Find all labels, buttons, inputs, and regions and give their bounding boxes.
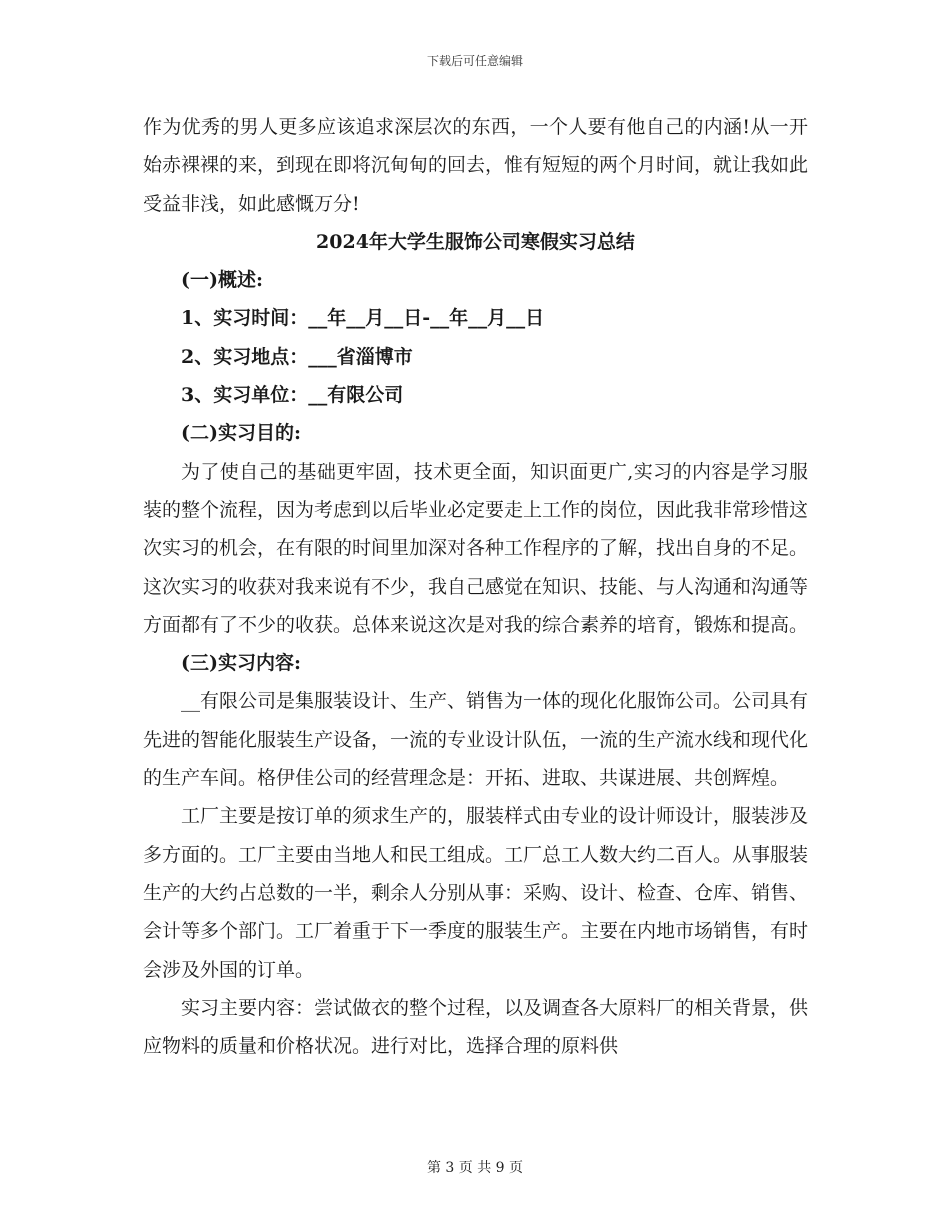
document-title: 2024年大学生服饰公司寒假实习总结 [316,230,635,253]
page-header: 下载后可任意编辑 [426,54,523,68]
document-body [143,108,808,1065]
purpose-paragraph: 为了使自己的基础更牢固，技术更全面，知识面更广,实习的内容是学习服装的整个流程，因为考虑到以后毕业必定要走上工作的岗位，因此我非常珍惜这次实习的机会，在有限的时间里加深对各种工作程序的了解，找出自身的不足。这次实习的收获对我来说有不少，我自己感觉在知识、技能、与人沟通和沟通等方面都有了不少的收获。总体来说这次是对我的综合素养的培育，锻炼和提高。 [143,460,809,636]
section-heading-overview: (一)概述: [181,269,263,292]
section-heading-content: (三)实习内容: [181,652,301,675]
item-internship-place: 2、实习地点：___省淄博市 [181,345,413,368]
company-paragraph: __有限公司是集服装设计、生产、销售为一体的现化化服饰公司。公司具有先进的智能化服装生产设备，一流的专业设计队伍，一流的生产流水线和现代化的生产车间。格伊佳公司的经营理念是：开拓、进取、共谋进展、共创辉煌。 [143,690,809,790]
intro-paragraph: 作为优秀的男人更多应该追求深层次的东西，一个人要有他自己的内涵!从一开始赤裸裸的来，到现在即将沉甸甸的回去，惟有短短的两个月时间，就让我如此受益非浅，如此感慨万分! [143,116,809,215]
item-internship-unit: 3、实习单位：__有限公司 [181,384,404,407]
section-heading-purpose: (二)实习目的: [181,422,301,445]
page-number: 第 3 页 共 9 页 [426,1160,524,1176]
main-content-paragraph: 实习主要内容：尝试做衣的整个过程，以及调查各大原料厂的相关背景，供应物料的质量和价格状况。进行对比，选择合理的原料供 [143,996,809,1058]
item-internship-time: 1、实习时间：__年__月__日-__年__月__日 [181,307,545,330]
factory-paragraph: 工厂主要是按订单的须求生产的，服装样式由专业的设计师设计，服装涉及多方面的。工厂主要由当地人和民工组成。工厂总工人数大约二百人。从事服装生产的大约占总数的一半，剩余人分别从事：采购、设计、检查、仓库、销售、会计等多个部门。工厂着重于下一季度的服装生产。主要在内地市场销售，有时会涉及外国的订单。 [143,805,809,981]
